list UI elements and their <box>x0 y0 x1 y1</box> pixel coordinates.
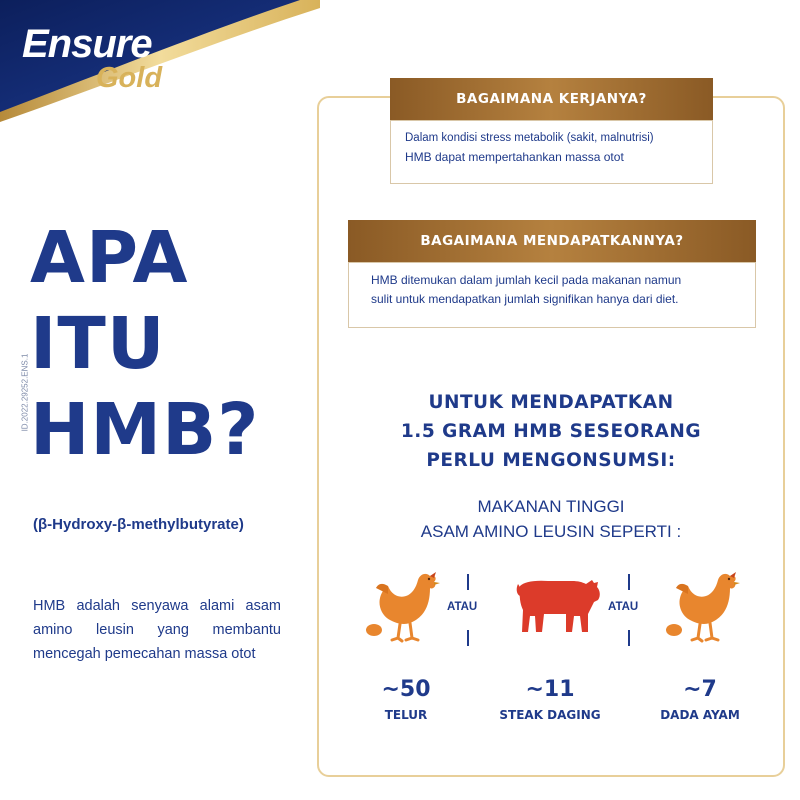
section2-body-line-2: sulit untuk mendapatkan jumlah signifikan hanya dari diet. <box>371 292 679 306</box>
section-how-to-get-title: BAGAIMANA MENDAPATKANNYA? <box>420 233 684 249</box>
section1-body-line-2: HMB dapat mempertahankan massa otot <box>405 150 624 164</box>
title-line-3: HMB? <box>30 388 260 471</box>
food-intro-line-2: ASAM AMINO LEUSIN SEPERTI : <box>420 522 682 541</box>
cow-icon <box>514 574 604 636</box>
section2-body-line-1: HMB ditemukan dalam jumlah kecil pada makanan namun <box>371 273 682 287</box>
section-how-it-works-header <box>390 78 713 120</box>
section-how-it-works-title: BAGAIMANA KERJANYA? <box>456 91 647 107</box>
section-how-to-get-body <box>348 262 756 328</box>
headline-line-1: UNTUK MENDAPATKAN <box>428 392 674 413</box>
section1-body-line-1: Dalam kondisi stress metabolik (sakit, malnutrisi) <box>405 132 654 144</box>
hmb-description: HMB adalah senyawa alami asam amino leusin yang membantu mencegah pemecahan massa otot <box>33 598 281 662</box>
separator-line <box>628 574 630 590</box>
chicken-breast-label: DADA AYAM <box>660 708 740 722</box>
title-line-1: APA <box>30 216 189 299</box>
food-intro-line-1: MAKANAN TINGGI <box>477 497 625 516</box>
hen-with-egg-icon <box>360 568 442 644</box>
steak-count: ~11 <box>525 677 575 702</box>
separator-label: ATAU <box>447 601 478 613</box>
food-intro <box>317 494 785 544</box>
hen-with-egg-icon <box>660 568 742 644</box>
brand-subname: Gold <box>96 62 163 94</box>
separator-line <box>628 630 630 646</box>
headline-line-3: PERLU MENGONSUMSI: <box>426 450 676 471</box>
separator-line <box>467 574 469 590</box>
headline <box>317 388 785 475</box>
steak-label: STEAK DAGING <box>499 708 601 722</box>
separator-label: ATAU <box>608 601 639 613</box>
section-how-to-get-header <box>348 220 756 262</box>
chemical-name: (β-Hydroxy-β-methylbutyrate) <box>33 516 244 533</box>
chicken-breast-count: ~7 <box>683 677 717 702</box>
egg-count: ~50 <box>381 677 431 702</box>
egg-label: TELUR <box>384 708 428 722</box>
title-line-2: ITU <box>30 302 166 385</box>
page-title <box>30 215 259 473</box>
section-how-it-works-body <box>390 120 713 184</box>
brand-name: Ensure <box>22 22 152 66</box>
headline-line-2: 1.5 GRAM HMB SESEORANG <box>400 421 702 442</box>
document-id: ID.2022.29252.ENS.1 <box>20 353 30 432</box>
separator-line <box>467 630 469 646</box>
